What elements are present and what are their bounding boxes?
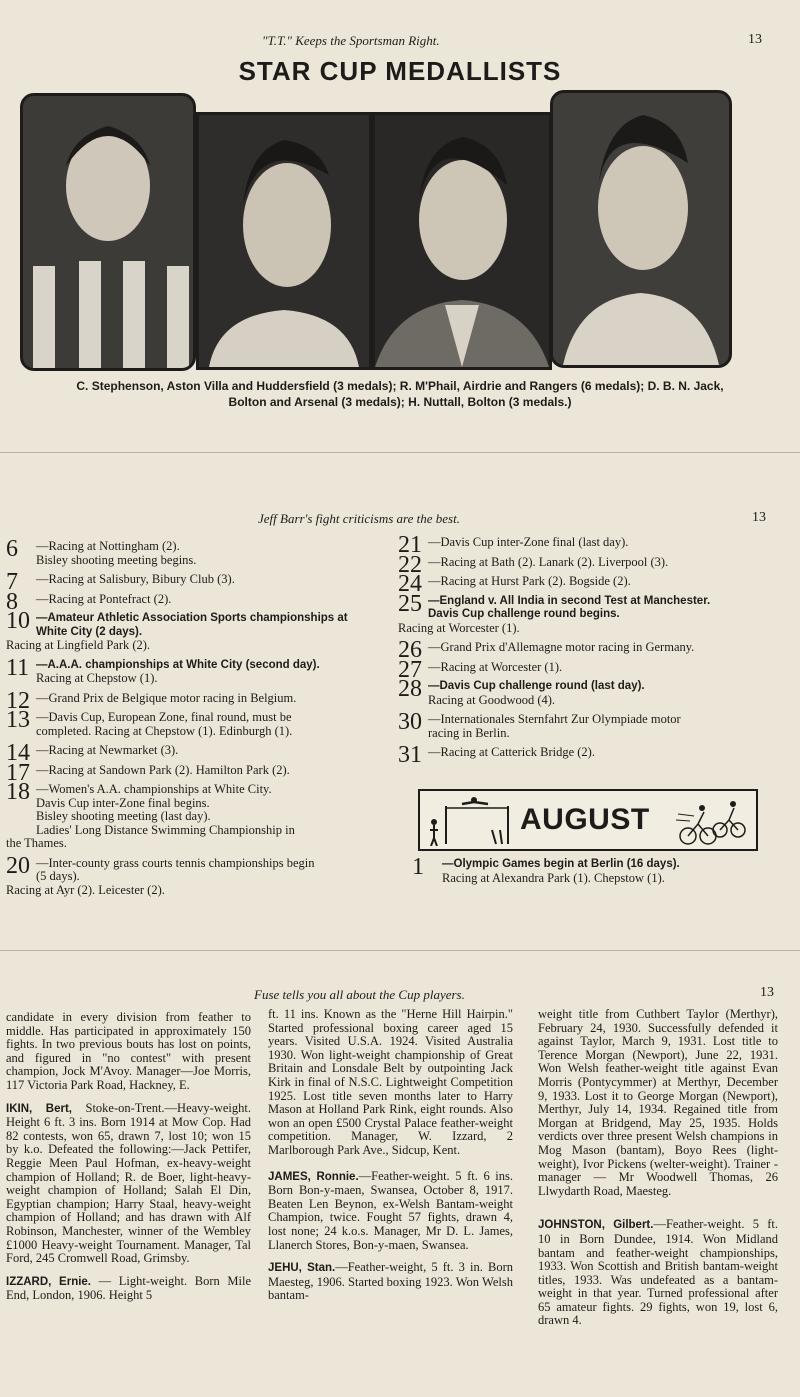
biography-text: —Feather-weight. 5 ft. 10 in Born Dundee, 1914. Won Midland bantam and feather-weight championships, 1933. Won Scottish and British bantam-weight titles, 1933. Was undefeated as a bantam-weight in that year. Turned professional after 65 amateur fights. 29 fights, won 19, lost 6, drawn 4. (538, 1217, 778, 1328)
calendar-entry (398, 637, 760, 663)
calendar-day-number: 10 (6, 608, 30, 634)
calendar-event-line: —Racing at Salisbury, Bibury Club (3). (36, 572, 235, 586)
calendar-event-line: —Davis Cup, European Zone, final round, must be (36, 710, 292, 724)
page-header-bottom: Fuse tells you all about the Cup players. (254, 987, 465, 1002)
biography-text: ft. 11 ins. Known as the "Herne Hill Hairpin." Started professional boxing career aged 15 years. Visited U.S.A. 1924. Visited Australia 1930. Won light-weight championship of Great Britain and Lonsdale Belt by outpointing Jack Kirk in final of N.S.C. Lightweight Competition 1925. Lost title seven months later to Harry Mason at Holland Park Rink, eight rounds. Also won an open £500 Crystal Palace feather-weight competition. Manager, W. Izzard, 2 Marlborough Park Ave., Sidcup, Kent. (268, 1007, 513, 1157)
boxer-name: JAMES, Ronnie. (268, 1170, 359, 1183)
portrait-stephenson (20, 93, 196, 371)
calendar-event-line: Racing at Alexandra Park (1). Chepstow (1). (442, 870, 665, 885)
calendar-event-line: —Internationales Sternfahrt Zur Olympiade motor (428, 712, 681, 726)
calendar-day-number: 11 (6, 654, 30, 681)
calendar-day-number: 14 (6, 740, 30, 766)
calendar-entry (6, 740, 376, 766)
calendar-event-line: Bisley shooting meeting begins. (36, 552, 197, 567)
portrait-jack (372, 112, 552, 370)
calendar-day-number: 31 (398, 742, 422, 768)
boxer-name: IKIN, Bert, (6, 1102, 72, 1115)
calendar-day-number: 20 (6, 852, 30, 879)
calendar-day-number: 22 (398, 551, 422, 578)
boxer-name: JOHNSTON, Gilbert. (538, 1219, 654, 1232)
biography-text: weight title from Cuthbert Taylor (Merthyr), February 24, 1930. Successfully defended it against Taylor, March 9, 1931. Lost title to Terence Morgan (Newport), June 22, 1931. Won Welsh feather-weight title against Evan Morris (Pontycymmer) at Merthyr, December 9, 1933. Lost it to George Morgan (Newport), Merthyr, July 14, 1934. Regained title from Morgan at Bridgend, May 25, 1935. Holds verdicts over three present Welsh champions in Mog Mason (bantam), Boyo Rees (light-weight), Ivor Pickens (welter-weight). Trainer - manager — Mr Woodwell Thomas, 26 Llwydarth Road, Maesteg. (538, 1007, 778, 1198)
photo-caption (0, 378, 800, 410)
calendar-day-number: 28 (398, 676, 422, 702)
calendar-entry (398, 532, 760, 558)
calendar-event-line: —Davis Cup challenge round (last day). (428, 680, 645, 692)
calendar-event-line: —Amateur Athletic Association Sports championships at (36, 612, 348, 624)
calendar-entry (412, 854, 772, 885)
boxer-name: IZZARD, Ernie. (6, 1275, 92, 1288)
calendar-event-line: White City (2 days). (36, 625, 143, 638)
calendar-day-number: 24 (398, 571, 422, 597)
calendar-entry (6, 588, 376, 615)
calendar-entry (6, 852, 376, 898)
calendar-day-number: 25 (398, 590, 422, 617)
calendar-entry (6, 687, 376, 714)
page-number-top: 13 (748, 32, 762, 47)
calendar-event-overflow-line: Racing at Lingfield Park (2). (6, 638, 151, 652)
calendar-event-line: —Davis Cup inter-Zone final (last day). (428, 535, 629, 549)
calendar-left-column (6, 536, 376, 903)
calendar-day-number: 18 (6, 779, 30, 805)
calendar-event-line: —Inter-county grass courts tennis championships begin (36, 855, 315, 870)
august-banner (418, 789, 758, 851)
biography-entry (6, 1011, 251, 1093)
calendar-day-number: 6 (6, 536, 18, 562)
calendar-event-line: —Racing at Nottingham (2). (36, 539, 180, 553)
calendar-event-line: —Women's A.A. championships at White City. (36, 782, 272, 796)
calendar-event-line: completed. Racing at Chepstow (1). Edinburgh (1). (36, 723, 293, 738)
calendar-entry (6, 608, 376, 653)
boxer-name: JEHU, Stan. (268, 1262, 336, 1275)
calendar-event-line: —A.A.A. championships at White City (second day). (36, 658, 320, 671)
biography-text: —Feather-weight, 5 ft. 3 in. Born Maesteg, 1906. Started boxing 1923. Won Welsh bantam- (268, 1260, 513, 1303)
calendar-day-number: 8 (6, 588, 18, 615)
page-number-bottom: 13 (760, 985, 774, 1000)
calendar-event-line: —Racing at Pontefract (2). (36, 591, 172, 606)
calendar-event-overflow-line: Racing at Ayr (2). Leicester (2). (6, 882, 165, 897)
calendar-day-number: 13 (6, 707, 30, 733)
biography-text: — Light-weight. Born Mile End, London, 1906. Height 5 (6, 1273, 252, 1303)
calendar-entry (398, 590, 760, 636)
calendar-entry (6, 759, 376, 786)
calendar-day-number: 30 (398, 709, 422, 735)
calendar-event-line: Bisley shooting meeting (last day). (36, 809, 211, 823)
calendar-august-column (412, 854, 772, 891)
calendar-day-number: 27 (398, 656, 422, 683)
calendar-event-line: —Racing at Sandown Park (2). Hamilton Park (2). (36, 762, 290, 777)
page-title: STAR CUP MEDALLISTS (238, 56, 562, 86)
high-jump-icon (426, 794, 514, 846)
biography-entry (538, 1008, 778, 1198)
calendar-entry (398, 551, 760, 578)
biography-column-2 (268, 1008, 513, 1312)
calendar-day-number: 12 (6, 687, 30, 714)
calendar-event-line: Ladies' Long Distance Swimming Championship in (36, 822, 295, 837)
calendar-event-line: —Grand Prix d'Allemagne motor racing in Germany. (428, 640, 695, 654)
calendar-event-line: —Racing at Newmarket (3). (36, 743, 179, 757)
calendar-right-column (398, 532, 760, 768)
biography-column-3 (538, 1008, 778, 1337)
calendar-day-number: 1 (412, 854, 424, 880)
calendar-event-overflow-line: Racing at Worcester (1). (398, 620, 520, 635)
calendar-entry (398, 571, 760, 597)
calendar-entry (6, 779, 376, 851)
page-header-top: "T.T." Keeps the Sportsman Right. (262, 33, 440, 48)
calendar-entry (6, 654, 376, 686)
calendar-entry (398, 656, 760, 683)
biography-column-1 (6, 1011, 251, 1312)
calendar-event-line: Racing at Chepstow (1). (36, 671, 158, 685)
calendar-entry (6, 569, 376, 595)
calendar-day-number: 26 (398, 637, 422, 663)
page-header-middle: Jeff Barr's fight criticisms are the best. (258, 511, 460, 526)
calendar-day-number: 21 (398, 532, 422, 558)
calendar-entry (6, 536, 376, 567)
biography-entry (6, 1102, 251, 1266)
biography-text: candidate in every division from feather to middle. Has participated in approximately 150 fights. In two previous bouts has lost on points, and figured in "no contest" with present champion, Jock M'Avoy. Manager—Joe Morris, 117 Victoria Park Road, Hackney, E. (6, 1010, 251, 1092)
calendar-event-line: Davis Cup challenge round begins. (428, 608, 620, 620)
calendar-event-line: racing in Berlin. (428, 725, 510, 740)
calendar-event-line: Racing at Goodwood (4). (428, 692, 556, 707)
calendar-event-line: —England v. All India in second Test at Manchester. (428, 594, 711, 607)
caption-line-1: C. Stephenson, Aston Villa and Huddersfield (3 medals); R. M'Phail, Airdrie and Rangers (6 medals); D. B. N. Jack, (76, 379, 724, 393)
section-divider-2 (0, 950, 800, 951)
calendar-event-line: —Racing at Worcester (1). (428, 659, 563, 674)
calendar-event-line: (5 days). (36, 869, 80, 883)
biography-entry (268, 1261, 513, 1303)
calendar-event-line: —Racing at Hurst Park (2). Bogside (2). (428, 574, 631, 588)
calendar-entry (398, 742, 760, 768)
section-divider-1 (0, 452, 800, 453)
calendar-entry (398, 709, 760, 740)
calendar-event-overflow-line: the Thames. (6, 836, 67, 850)
calendar-event-line: Davis Cup inter-Zone final begins. (36, 795, 210, 810)
biography-entry (268, 1008, 513, 1158)
calendar-event-line: —Grand Prix de Belgique motor racing in Belgium. (36, 690, 297, 705)
calendar-event-line: —Racing at Catterick Bridge (2). (428, 745, 595, 759)
portrait-mphail (196, 112, 372, 370)
biography-entry (268, 1170, 513, 1253)
caption-line-2: Bolton and Arsenal (3 medals); H. Nuttall, Bolton (3 medals.) (228, 395, 572, 409)
calendar-entry (6, 707, 376, 738)
cyclists-icon (676, 794, 752, 846)
calendar-day-number: 7 (6, 569, 18, 595)
portrait-nuttall (550, 90, 732, 368)
biography-text: —Feather-weight. 5 ft. 6 ins. Born Bon-y-maen, Swansea, October 8, 1917. Beaten Len Beynon, ex-Welsh Bantam-weight Champion, twice. Fought 57 fights, drawn 4, lost none; 24 k.o.s. Manager, Mr D. L. James, Llanerch Stores, Bon-y-maen, Swansea. (268, 1168, 513, 1252)
month-banner-text: AUGUST (520, 803, 650, 836)
calendar-entry (398, 676, 760, 707)
page-number-middle: 13 (752, 510, 766, 525)
biography-entry (538, 1218, 778, 1328)
calendar-event-line: —Racing at Bath (2). Lanark (2). Liverpool (3). (428, 554, 669, 569)
biography-text: Stoke-on-Trent.—Heavy-weight. Height 6 ft. 3 ins. Born 1914 at Mow Cop. Had 82 contests, won 65, drawn 7, lost 10; won 15 by k.o. Defeated the following:—Jack Pettifer, Reggie Meen Paul Hofman, ex-heavy-weight champion of Holland; R. de Boer, light-heavy-weight champion of Holland; Salah El Din, Egyptian champion; Harry Staal, heavy-weight champion of Holland; and has drawn with Alf Robinson, Manchester, winner of the Wembley £1000 Heavy-weight Tournament. Manager, Tal Ford, 245 Cromwell Road, Grimsby. (6, 1100, 251, 1266)
calendar-day-number: 17 (6, 759, 30, 786)
calendar-event-line: —Olympic Games begin at Berlin (16 days). (442, 858, 680, 870)
biography-entry (6, 1275, 251, 1303)
